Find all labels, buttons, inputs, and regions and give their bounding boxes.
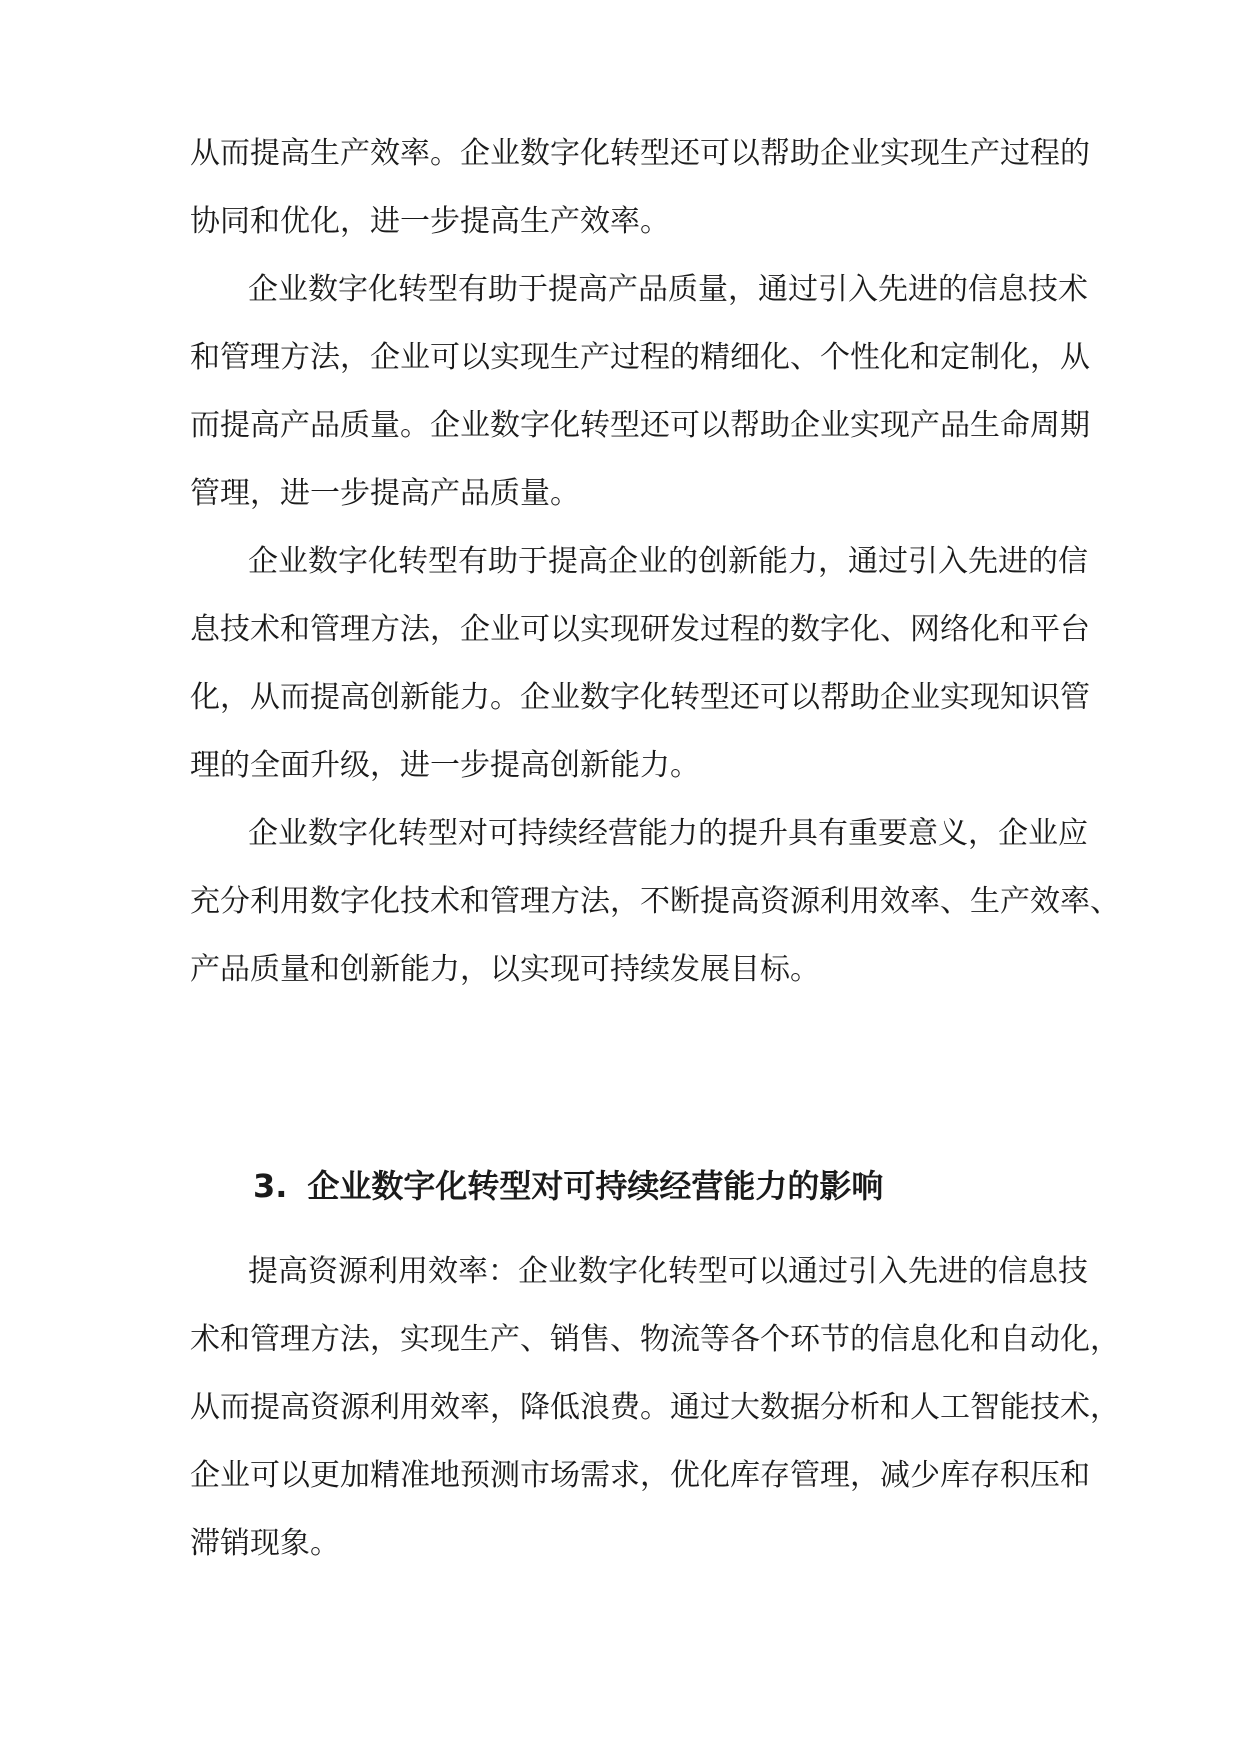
section-paragraph-line-3: 从而提高资源利用效率，降低浪费。通过大数据分析和人工智能技术， — [190, 1390, 1120, 1425]
section-heading — [253, 1164, 883, 1208]
paragraph-4-line-2: 充分利用数字化技术和管理方法，不断提高资源利用效率、生产效率、 — [190, 884, 1120, 919]
section-number: 3. — [253, 1167, 288, 1205]
section-paragraph-line-2: 术和管理方法，实现生产、销售、物流等各个环节的信息化和自动化， — [190, 1322, 1120, 1357]
paragraph-3-line-3: 化，从而提高创新能力。企业数字化转型还可以帮助企业实现知识管 — [190, 680, 1090, 715]
paragraph-3-line-4: 理的全面升级，进一步提高创新能力。 — [190, 748, 700, 783]
paragraph-3-line-1: 企业数字化转型有助于提高企业的创新能力，通过引入先进的信 — [248, 544, 1088, 579]
paragraph-2-line-1: 企业数字化转型有助于提高产品质量，通过引入先进的信息技术 — [248, 272, 1088, 307]
paragraph-2-line-3: 而提高产品质量。企业数字化转型还可以帮助企业实现产品生命周期 — [190, 408, 1090, 443]
section-title: 企业数字化转型对可持续经营能力的影响 — [307, 1167, 884, 1205]
paragraph-2-line-4: 管理，进一步提高产品质量。 — [190, 476, 580, 511]
paragraph-4-line-3: 产品质量和创新能力，以实现可持续发展目标。 — [190, 952, 820, 987]
section-paragraph-line-5: 滞销现象。 — [190, 1526, 340, 1561]
paragraph-3-line-2: 息技术和管理方法，企业可以实现研发过程的数字化、网络化和平台 — [190, 612, 1090, 647]
section-paragraph-line-1: 提高资源利用效率：企业数字化转型可以通过引入先进的信息技 — [248, 1254, 1088, 1289]
paragraph-1-line-1: 从而提高生产效率。企业数字化转型还可以帮助企业实现生产过程的 — [190, 136, 1090, 171]
section-paragraph-line-4: 企业可以更加精准地预测市场需求，优化库存管理，减少库存积压和 — [190, 1458, 1090, 1493]
paragraph-1-line-2: 协同和优化，进一步提高生产效率。 — [190, 204, 670, 239]
paragraph-2-line-2: 和管理方法，企业可以实现生产过程的精细化、个性化和定制化，从 — [190, 340, 1090, 375]
paragraph-4-line-1: 企业数字化转型对可持续经营能力的提升具有重要意义，企业应 — [248, 816, 1088, 851]
